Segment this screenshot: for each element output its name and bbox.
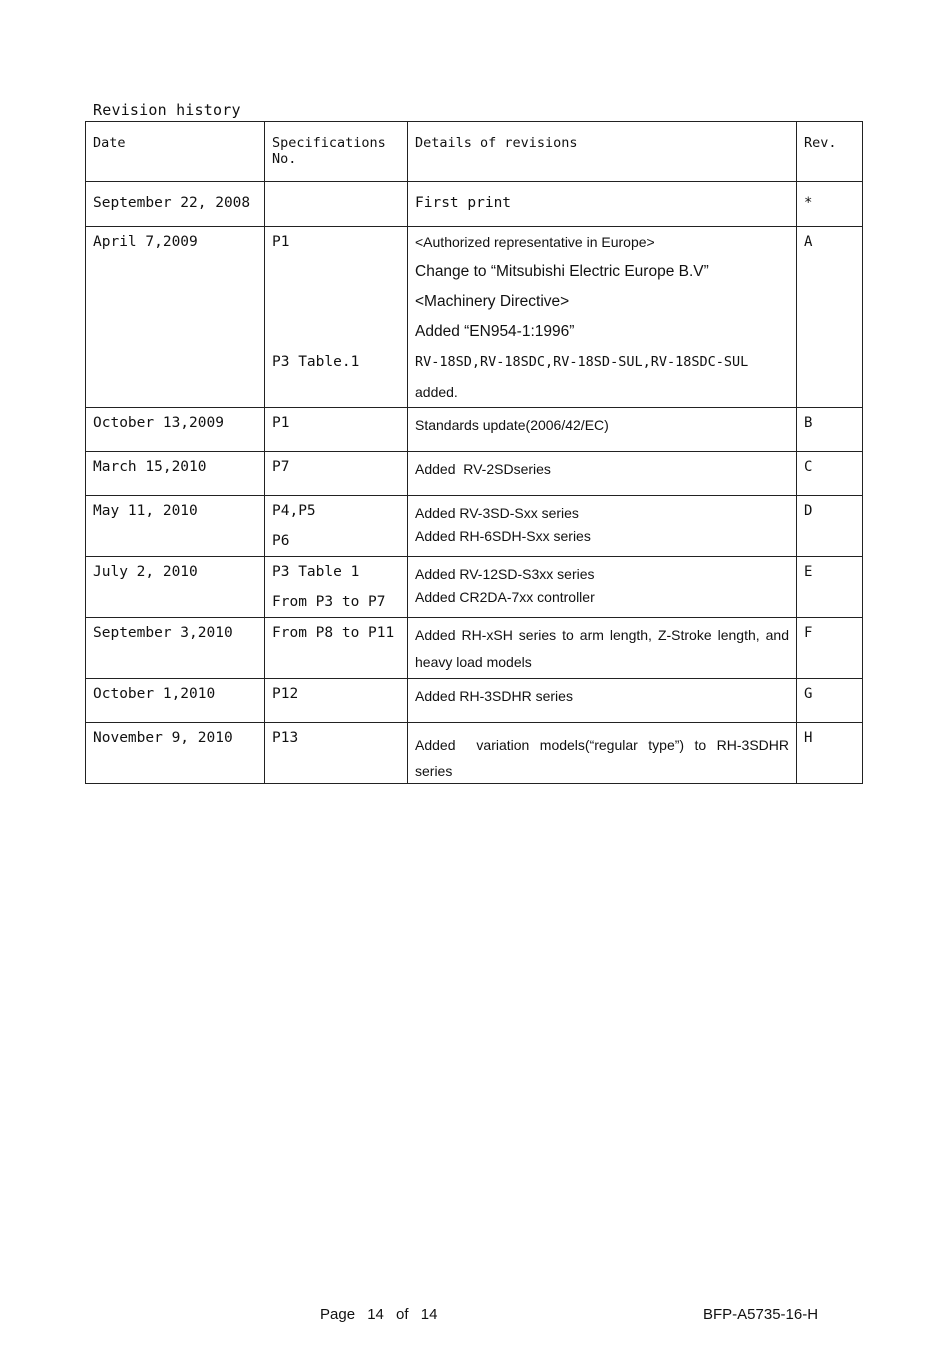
revision-history-title: Revision history xyxy=(93,101,241,119)
date-cell xyxy=(86,452,265,496)
details-line: First print xyxy=(415,195,512,211)
spec-cell xyxy=(265,227,408,408)
spec-line xyxy=(272,377,400,407)
revision-code: * xyxy=(804,195,813,211)
details-cell xyxy=(408,557,797,618)
rev-cell xyxy=(797,496,863,557)
spec-line: P1 xyxy=(272,415,290,431)
header-spec-line1: Specifications xyxy=(272,135,386,151)
page-number: Page 14 of 14 xyxy=(320,1306,438,1323)
date-cell xyxy=(86,408,265,452)
date-cell xyxy=(86,618,265,679)
header-date-cell xyxy=(86,122,265,182)
rev-cell xyxy=(797,182,863,227)
date-cell xyxy=(86,557,265,618)
revision-code: H xyxy=(804,730,813,746)
details-cell xyxy=(408,452,797,496)
spec-line: P3 Table.1 xyxy=(272,354,360,370)
revision-code: F xyxy=(804,625,813,641)
spec-cell xyxy=(265,618,408,679)
table-row xyxy=(86,679,863,723)
details-line: Added RH-3SDHR series xyxy=(415,688,573,704)
spec-line: P13 xyxy=(272,730,299,746)
details-cell xyxy=(408,408,797,452)
details-line: <Authorized representative in Europe> xyxy=(415,234,655,250)
details-line: series xyxy=(415,763,453,779)
spec-cell xyxy=(265,723,408,784)
details-line: added. xyxy=(415,384,458,400)
document-number: BFP-A5735-16-H xyxy=(703,1306,819,1323)
revision-date: May 11, 2010 xyxy=(93,503,198,519)
details-line: Added variation models(“regular type”) to RH-3SDHR xyxy=(415,737,789,753)
details-line: Added RV-2SDseries xyxy=(415,461,551,477)
details-line: Added RV-3SD-Sxx series xyxy=(415,505,579,521)
rev-cell xyxy=(797,408,863,452)
table-row xyxy=(86,557,863,618)
spec-line xyxy=(272,257,400,287)
spec-line: P12 xyxy=(272,686,299,702)
spec-cell xyxy=(265,496,408,557)
revision-date: September 3,2010 xyxy=(93,625,233,641)
details-line: Added RV-12SD-S3xx series xyxy=(415,566,595,582)
rev-cell xyxy=(797,557,863,618)
spec-cell xyxy=(265,679,408,723)
details-cell xyxy=(408,496,797,557)
table-row xyxy=(86,723,863,784)
spec-cell xyxy=(265,452,408,496)
header-details: Details of revisions xyxy=(415,135,578,151)
revision-date: October 1,2010 xyxy=(93,686,216,702)
details-line: <Machinery Directive> xyxy=(415,293,570,310)
revision-date: March 15,2010 xyxy=(93,459,207,475)
revision-date: November 9, 2010 xyxy=(93,730,233,746)
details-line: Standards update(2006/42/EC) xyxy=(415,417,609,433)
spec-line: P4,P5 xyxy=(272,503,316,519)
date-cell xyxy=(86,182,265,227)
revision-code: A xyxy=(804,234,813,250)
spec-line: P1 xyxy=(272,234,290,250)
rev-cell xyxy=(797,679,863,723)
spec-line xyxy=(272,287,400,317)
table-row xyxy=(86,182,863,227)
revision-code: E xyxy=(804,564,813,580)
rev-cell xyxy=(797,723,863,784)
revision-code: C xyxy=(804,459,813,475)
header-spec-cell xyxy=(265,122,408,182)
spec-line: P7 xyxy=(272,459,290,475)
details-line: Added CR2DA-7xx controller xyxy=(415,589,595,605)
header-rev: Rev. xyxy=(804,135,837,151)
details-cell xyxy=(408,227,797,408)
revision-date: October 13,2009 xyxy=(93,415,224,431)
details-line: Added “EN954-1:1996” xyxy=(415,323,575,340)
header-details-cell xyxy=(408,122,797,182)
table-header-row xyxy=(86,122,863,182)
spec-line: From P8 to P11 xyxy=(272,625,395,641)
details-line: Added RH-xSH series to arm length, Z-Stroke length, and xyxy=(415,627,789,643)
revision-date: September 22, 2008 xyxy=(93,195,251,211)
date-cell xyxy=(86,723,265,784)
table-row xyxy=(86,496,863,557)
spec-cell xyxy=(265,182,408,227)
rev-cell xyxy=(797,618,863,679)
date-cell xyxy=(86,496,265,557)
details-cell xyxy=(408,679,797,723)
table-row xyxy=(86,408,863,452)
details-cell xyxy=(408,618,797,679)
details-line: heavy load models xyxy=(415,654,532,670)
date-cell xyxy=(86,227,265,408)
header-date: Date xyxy=(93,135,126,151)
details-line: Change to “Mitsubishi Electric Europe B.V” xyxy=(415,263,709,280)
header-spec-line2: No. xyxy=(272,151,297,167)
details-line: Added RH-6SDH-Sxx series xyxy=(415,528,591,544)
revision-history-table xyxy=(85,121,863,784)
spec-cell xyxy=(265,408,408,452)
spec-line: From P3 to P7 xyxy=(272,594,386,610)
spec-line: P3 Table 1 xyxy=(272,564,360,580)
revision-code: B xyxy=(804,415,813,431)
spec-line xyxy=(272,182,400,224)
spec-line xyxy=(272,317,400,347)
spec-cell xyxy=(265,557,408,618)
revision-date: April 7,2009 xyxy=(93,234,198,250)
spec-line: P6 xyxy=(272,533,290,549)
rev-cell xyxy=(797,227,863,408)
revision-code: G xyxy=(804,686,813,702)
table-row xyxy=(86,618,863,679)
date-cell xyxy=(86,679,265,723)
revision-date: July 2, 2010 xyxy=(93,564,198,580)
details-cell xyxy=(408,182,797,227)
revision-code: D xyxy=(804,503,813,519)
table-row xyxy=(86,452,863,496)
details-line: RV-18SD,RV-18SDC,RV-18SD-SUL,RV-18SDC-SUL xyxy=(415,354,749,370)
header-rev-cell xyxy=(797,122,863,182)
rev-cell xyxy=(797,452,863,496)
table-row xyxy=(86,227,863,408)
details-cell xyxy=(408,723,797,784)
